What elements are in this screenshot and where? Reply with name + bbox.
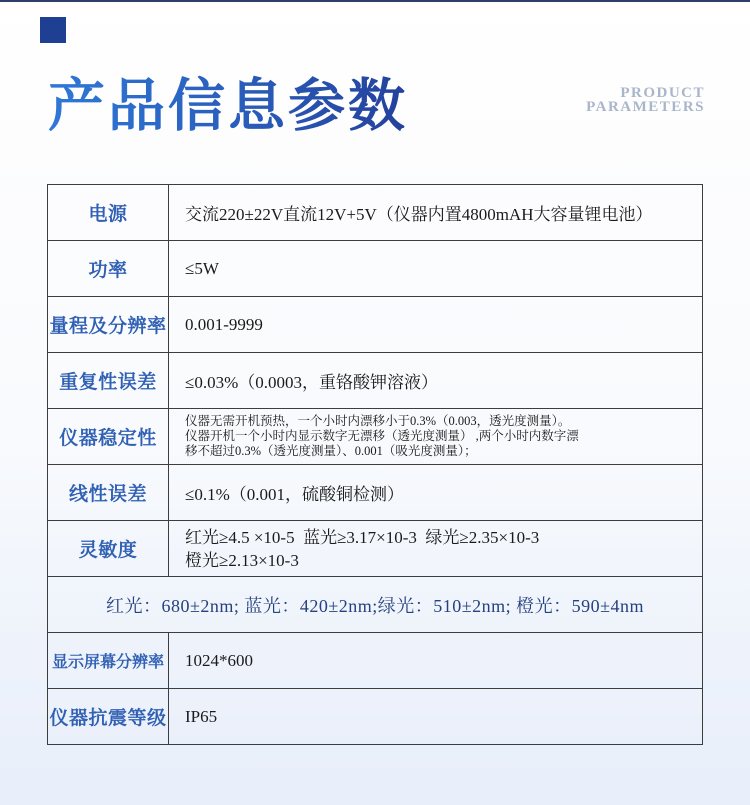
spec-label: 量程及分辨率 [48,297,169,353]
spec-value: ≤0.1%（0.001，硫酸铜检测） [169,465,703,521]
spec-label: 线性误差 [48,465,169,521]
row-shock-rating [48,689,703,745]
top-border-line [0,0,750,2]
subtitle-line-2: PARAMETERS [586,99,705,115]
spec-value: 0.001-9999 [169,297,703,353]
spec-label: 电源 [48,185,169,241]
spec-label: 灵敏度 [48,521,169,577]
stability-line-3: 移不超过0.3%（透光度测量）、0.001（吸光度测量）； [185,444,477,458]
row-wavelengths [48,577,703,633]
sensitivity-line-1: 红光≥4.5 ×10-5 蓝光≥3.17×10-3 绿光≥2.35×10-3 [185,527,540,547]
row-repeatability-error [48,353,703,409]
subtitle-line-1: PRODUCT [620,85,705,101]
spec-value: IP65 [169,689,703,745]
row-range-resolution [48,297,703,353]
wavelengths-value: 红光：680±2nm; 蓝光：420±2nm;绿光：510±2nm; 橙光：590±4nm [48,577,703,633]
stability-line-2: 仪器开机一个小时内显示数字无漂移（透光度测量） ,两个小时内数字漂 [185,429,579,443]
spec-value: ≤5W [169,241,703,297]
sensitivity-line-2: 橙光≥2.13×10-3 [185,550,299,570]
spec-value: 1024*600 [169,633,703,689]
spec-label: 功率 [48,241,169,297]
row-screen-resolution [48,633,703,689]
spec-label: 仪器稳定性 [48,409,169,465]
row-power-rating [48,241,703,297]
page-subtitle [586,86,705,114]
row-sensitivity [48,521,703,577]
spec-value: ≤0.03%（0.0003，重铬酸钾溶液） [169,353,703,409]
row-instrument-stability [48,409,703,465]
spec-value [169,521,703,577]
spec-table [47,184,703,745]
spec-label: 仪器抗震等级 [48,689,169,745]
row-linearity-error [48,465,703,521]
corner-accent-square [40,17,66,43]
spec-value: 交流220±22V直流12V+5V（仪器内置4800mAH大容量锂电池） [169,185,703,241]
stability-line-1: 仪器无需开机预热，一个小时内漂移小于0.3%（0.003，透光度测量）。 [185,414,571,428]
page-title: 产品信息参数 [48,60,408,142]
spec-value [169,409,703,465]
spec-label: 重复性误差 [48,353,169,409]
spec-label: 显示屏幕分辨率 [48,633,169,689]
row-power-supply [48,185,703,241]
